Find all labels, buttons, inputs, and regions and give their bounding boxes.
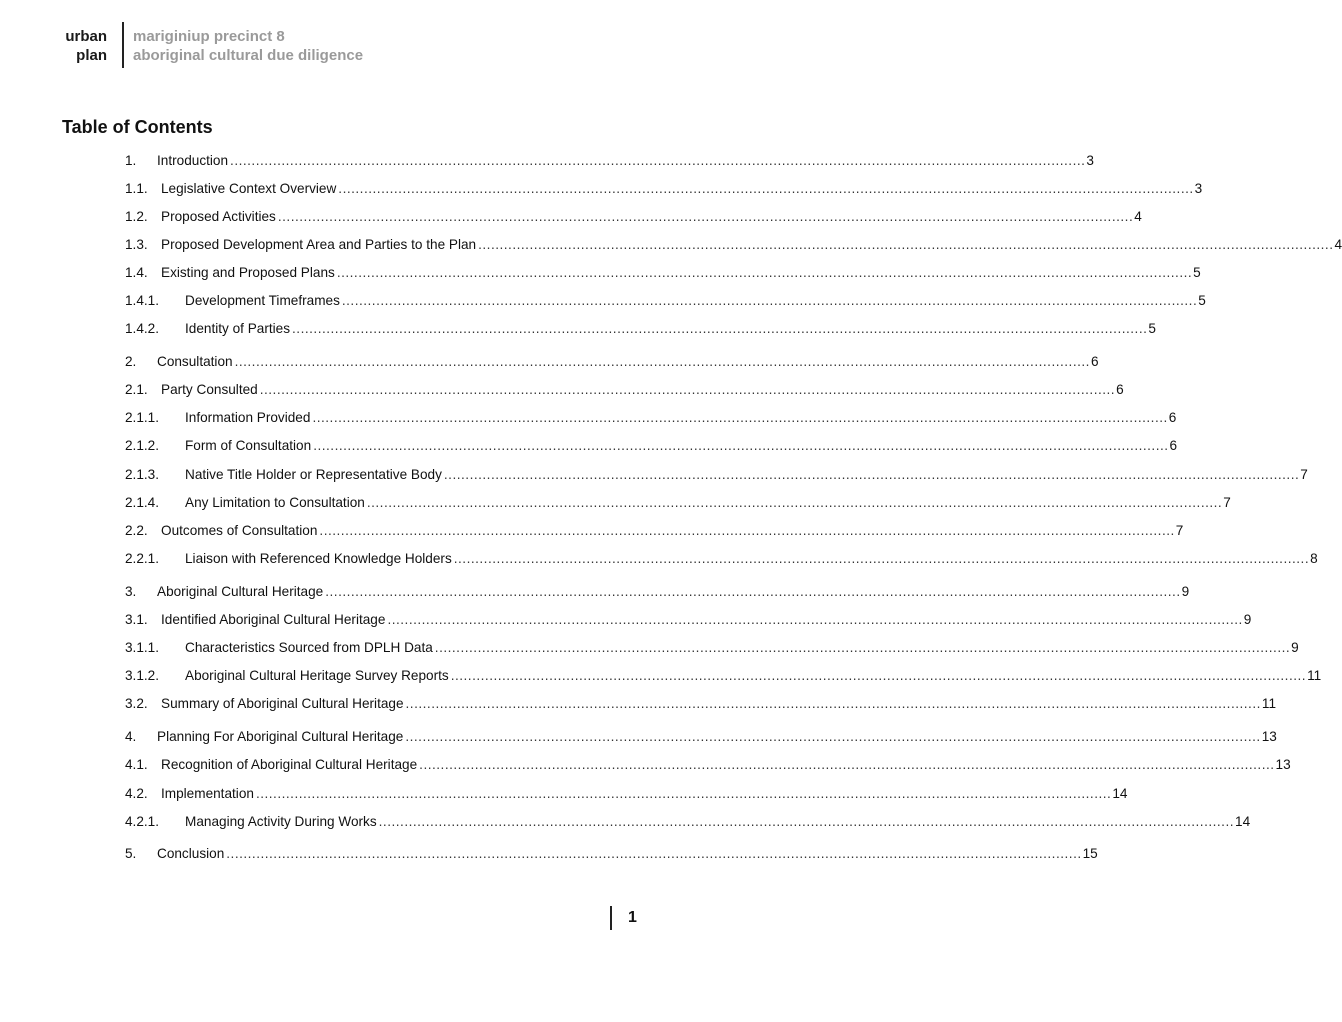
toc-entry-page[interactable]: 4	[1334, 237, 1342, 252]
toc-entry-page[interactable]: 7	[1175, 523, 1184, 538]
toc-dot-leader: ........................................................................................................................................................................................................	[405, 696, 1261, 711]
toc-entry-page[interactable]: 5	[1193, 265, 1201, 280]
footer-divider	[610, 906, 612, 930]
toc-entry-number: 1.3.	[125, 237, 148, 252]
toc-entry[interactable]	[125, 728, 1277, 746]
toc-entry-number: 3.1.	[125, 612, 148, 627]
logo-line-1: urban	[65, 28, 107, 45]
toc-entry[interactable]	[125, 437, 1178, 455]
toc-entry-page[interactable]: 13	[1275, 757, 1291, 772]
toc-entry-title[interactable]: Identified Aboriginal Cultural Heritage	[161, 612, 386, 627]
toc-entry-page[interactable]: 5	[1148, 321, 1156, 336]
toc-dot-leader: ........................................................................................................................................................................................................	[478, 237, 1334, 252]
toc-dot-leader: ........................................................................................................................................................................................................	[405, 729, 1261, 744]
toc-entry-page[interactable]: 14	[1112, 786, 1128, 801]
urban-plan-logo	[30, 27, 107, 65]
toc-entry[interactable]	[125, 180, 1203, 198]
toc-entry-page[interactable]: 6	[1116, 382, 1124, 397]
toc-entry-page[interactable]: 15	[1082, 846, 1098, 861]
toc-entry-number: 3.1.2.	[125, 668, 160, 683]
toc-entry[interactable]	[125, 264, 1201, 282]
toc-entry-number: 3.1.1.	[125, 640, 160, 655]
toc-entry-number: 4.2.1.	[125, 814, 160, 829]
toc-entry-title[interactable]: Native Title Holder or Representative Body	[185, 467, 442, 482]
toc-heading: Table of Contents	[62, 117, 213, 137]
toc-entry-title[interactable]: Recognition of Aboriginal Cultural Heritage	[161, 757, 418, 772]
toc-dot-leader: ........................................................................................................................................................................................................	[419, 757, 1275, 772]
toc-entry[interactable]	[125, 292, 1206, 310]
toc-dot-leader: ........................................................................................................................................................................................................	[443, 467, 1300, 482]
toc-entry-number: 1.1.	[125, 181, 148, 196]
document-title-line-2: aboriginal cultural due diligence	[133, 47, 364, 64]
toc-entry-title[interactable]: Planning For Aboriginal Cultural Heritage	[157, 729, 404, 744]
toc-entry-number: 1.2.	[125, 209, 148, 224]
toc-entry-title[interactable]: Aboriginal Cultural Heritage Survey Reports	[185, 668, 449, 683]
toc-entry-page[interactable]: 6	[1169, 438, 1178, 453]
toc-entry[interactable]	[125, 611, 1252, 629]
toc-entry-title[interactable]: Development Timeframes	[185, 293, 340, 308]
toc-entry-title[interactable]: Characteristics Sourced from DPLH Data	[185, 640, 433, 655]
toc-entry[interactable]	[125, 756, 1291, 774]
toc-entry-number: 4.	[125, 729, 137, 744]
toc-dot-leader: ........................................................................................................................................................................................................	[336, 265, 1193, 280]
toc-entry-number: 1.4.1.	[125, 293, 160, 308]
toc-dot-leader: ........................................................................................................................................................................................................	[453, 551, 1310, 566]
toc-entry-title[interactable]: Liaison with Referenced Knowledge Holders	[185, 551, 452, 566]
toc-entry-title[interactable]: Party Consulted	[161, 382, 258, 397]
toc-dot-leader: ........................................................................................................................................................................................................	[434, 640, 1291, 655]
toc-entry-title[interactable]: Conclusion	[157, 846, 225, 861]
toc-entry[interactable]	[125, 353, 1099, 371]
toc-entry[interactable]	[125, 522, 1184, 540]
toc-entry-number: 2.1.2.	[125, 438, 160, 453]
toc-entry[interactable]	[125, 236, 1342, 254]
toc-dot-leader: ........................................................................................................................................................................................................	[255, 786, 1112, 801]
toc-entry-number: 2.	[125, 354, 137, 369]
toc-entry[interactable]	[125, 152, 1094, 170]
toc-entry-page[interactable]: 7	[1223, 495, 1231, 510]
toc-dot-leader: ........................................................................................................................................................................................................	[292, 321, 1148, 336]
toc-entry-title[interactable]: Consultation	[157, 354, 233, 369]
toc-dot-leader: ........................................................................................................................................................................................................	[378, 814, 1235, 829]
toc-dot-leader: ........................................................................................................................................................................................................	[341, 293, 1198, 308]
toc-dot-leader: ........................................................................................................................................................................................................	[312, 410, 1168, 425]
logo-line-2: plan	[76, 47, 107, 64]
toc-entry[interactable]	[125, 208, 1142, 226]
toc-entry-title[interactable]: Form of Consultation	[185, 438, 312, 453]
toc-entry[interactable]	[125, 494, 1231, 512]
toc-dot-leader: ........................................................................................................................................................................................................	[338, 181, 1194, 196]
toc-entry[interactable]	[125, 639, 1299, 657]
toc-entry-number: 1.	[125, 153, 137, 168]
toc-entry-title[interactable]: Implementation	[161, 786, 254, 801]
toc-dot-leader: ........................................................................................................................................................................................................	[319, 523, 1175, 538]
toc-entry-page[interactable]: 6	[1090, 354, 1099, 369]
toc-entry-number: 1.4.2.	[125, 321, 160, 336]
toc-entry-number: 1.4.	[125, 265, 148, 280]
toc-entry-title[interactable]: Legislative Context Overview	[161, 181, 337, 196]
toc-entry-number: 3.	[125, 584, 137, 599]
toc-dot-leader: ........................................................................................................................................................................................................	[226, 846, 1082, 861]
toc-dot-leader: ........................................................................................................................................................................................................	[313, 438, 1169, 453]
toc-entry-page[interactable]: 4	[1134, 209, 1142, 224]
toc-entry-number: 2.1.4.	[125, 495, 160, 510]
toc-entry-title[interactable]: Proposed Activities	[161, 209, 276, 224]
toc-entry-number: 3.2.	[125, 696, 148, 711]
toc-entry-title[interactable]: Information Provided	[185, 410, 311, 425]
toc-entry-number: 4.2.	[125, 786, 148, 801]
toc-entry[interactable]	[125, 381, 1124, 399]
toc-entry-page[interactable]: 7	[1300, 467, 1308, 482]
toc-entry-title[interactable]: Identity of Parties	[185, 321, 291, 336]
toc-entry[interactable]	[125, 409, 1177, 427]
toc-entry-page[interactable]: 9	[1243, 612, 1252, 627]
document-title-line-1: mariginiup precinct 8	[133, 28, 285, 45]
toc-dot-leader: ........................................................................................................................................................................................................	[234, 354, 1090, 369]
toc-dot-leader: ........................................................................................................................................................................................................	[230, 153, 1086, 168]
page-number: 1	[628, 909, 637, 926]
toc-entry-page[interactable]: 8	[1310, 551, 1318, 566]
toc-dot-leader: ........................................................................................................................................................................................................	[259, 382, 1116, 397]
toc-entry[interactable]	[125, 667, 1322, 685]
toc-entry-title[interactable]: Introduction	[157, 153, 229, 168]
toc-entry-title[interactable]: Proposed Development Area and Parties to the Plan	[161, 237, 477, 252]
toc-entry-page[interactable]: 9	[1181, 584, 1190, 599]
toc-entry-title[interactable]: Existing and Proposed Plans	[161, 265, 335, 280]
toc-entry[interactable]	[125, 695, 1277, 713]
toc-entry[interactable]	[125, 845, 1098, 863]
toc-entry-page[interactable]: 13	[1261, 729, 1277, 744]
toc-entry-page[interactable]: 11	[1307, 668, 1322, 683]
toc-entry-page[interactable]: 5	[1198, 293, 1206, 308]
toc-entry-page[interactable]: 14	[1235, 814, 1251, 829]
toc-entry-page[interactable]: 11	[1261, 696, 1277, 711]
toc-entry-page[interactable]: 3	[1086, 153, 1094, 168]
toc-entry[interactable]	[125, 320, 1156, 338]
toc-entry-number: 2.2.	[125, 523, 148, 538]
toc-dot-leader: ........................................................................................................................................................................................................	[450, 668, 1307, 683]
toc-entry-page[interactable]: 6	[1168, 410, 1177, 425]
toc-entry-number: 2.1.1.	[125, 410, 160, 425]
toc-entry-title[interactable]: Aboriginal Cultural Heritage	[157, 584, 324, 599]
header-divider	[122, 22, 124, 68]
toc-entry[interactable]	[125, 550, 1318, 568]
toc-entry-number: 5.	[125, 846, 137, 861]
toc-entry[interactable]	[125, 785, 1128, 803]
toc-entry-number: 2.2.1.	[125, 551, 160, 566]
toc-dot-leader: ........................................................................................................................................................................................................	[387, 612, 1243, 627]
toc-entry[interactable]	[125, 583, 1190, 601]
toc-entry-page[interactable]: 3	[1194, 181, 1203, 196]
toc-dot-leader: ........................................................................................................................................................................................................	[366, 495, 1223, 510]
toc-entry-title[interactable]: Managing Activity During Works	[185, 814, 377, 829]
toc-entry[interactable]	[125, 466, 1308, 484]
toc-dot-leader: ........................................................................................................................................................................................................	[277, 209, 1134, 224]
document-title	[133, 27, 363, 65]
toc-entry-number: 2.1.	[125, 382, 148, 397]
toc-entry-title[interactable]: Outcomes of Consultation	[161, 523, 318, 538]
toc-entry-number: 2.1.3.	[125, 467, 160, 482]
toc-entry[interactable]	[125, 813, 1251, 831]
toc-entry-title[interactable]: Any Limitation to Consultation	[185, 495, 365, 510]
toc-entry-page[interactable]: 9	[1291, 640, 1299, 655]
toc-entry-number: 4.1.	[125, 757, 148, 772]
toc-dot-leader: ........................................................................................................................................................................................................	[325, 584, 1181, 599]
toc-entry-title[interactable]: Summary of Aboriginal Cultural Heritage	[161, 696, 404, 711]
